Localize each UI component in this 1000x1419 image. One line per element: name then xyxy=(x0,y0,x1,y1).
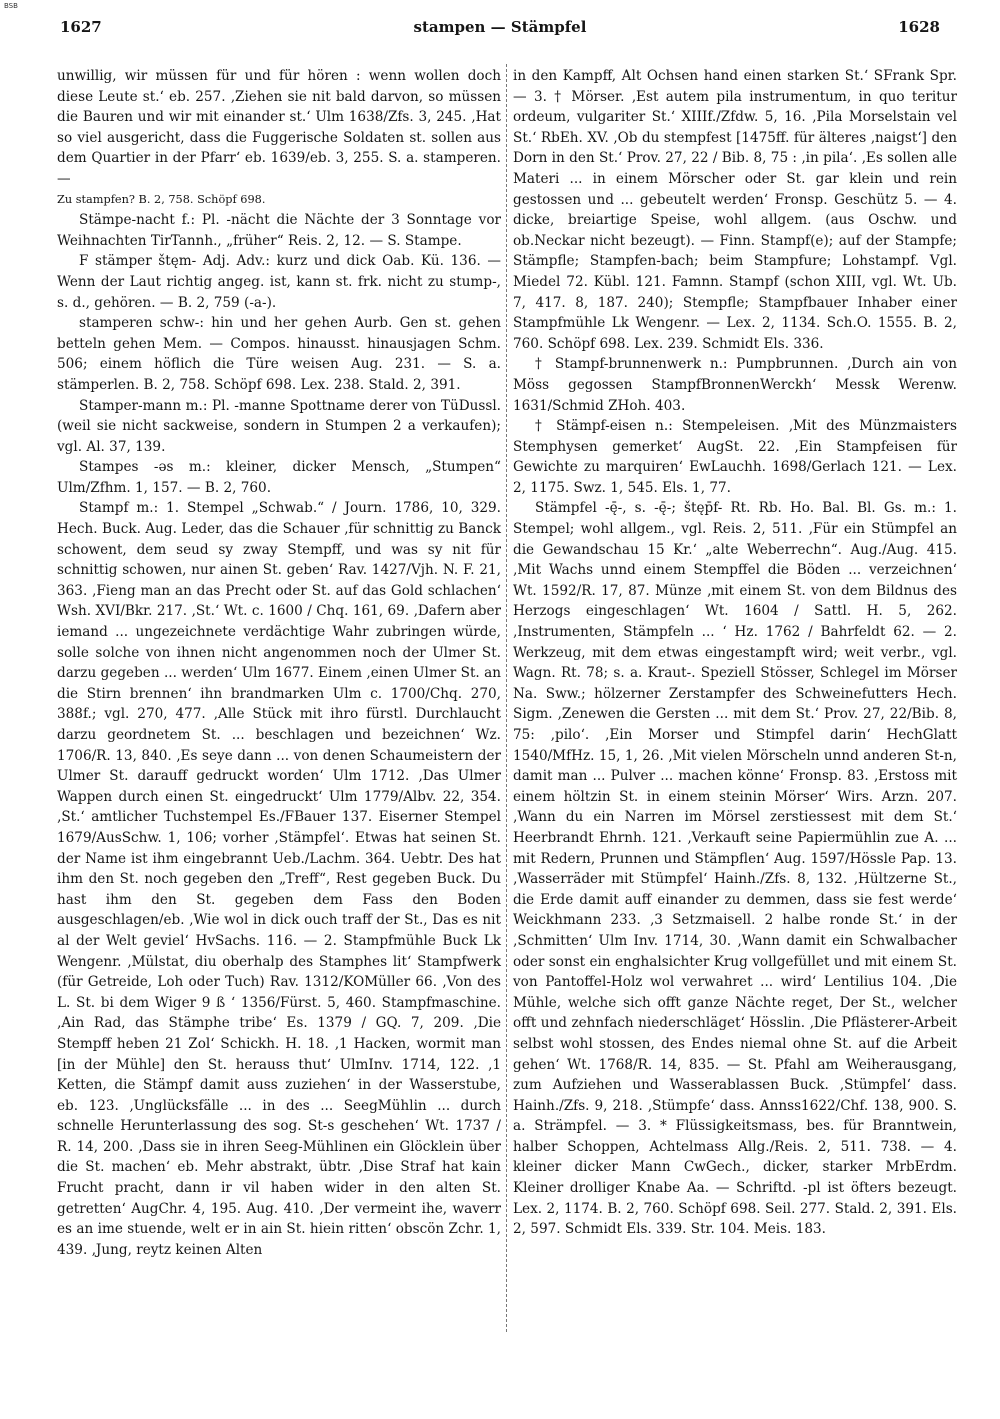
entry-staempfel: Stämpfel -ę̄-, s. -ę̄-; štęp̄f- Rt. Rb. Ho. Bal. Bl. Gs. m.: 1. Stempel; wohl allgem., vgl. Reis. 2, 511. ‚Für ein Stümpfel an die Gewandschau 15 Kr.‘ „alte Weberrechn“. Aug./Aug. 415. ‚Mit Wachs unnd einem Stempffel die Böden ... verzeichnen‘ Wt. 1592/R. 17, 87. Münze ‚mit einem St. von dem Bildnus des Herzogs eingeschlagen‘ Wt. 1604 / Sattl. H. 5, 262. ‚Instrumenten, Stämpfeln ... ‘ Hz. 1762 / Bahrfeldt 62. — 2. Werkzeug, mit dem etwas eingestampft wird; weit verbr., vgl. Wagn. Rt. 78; s. a. Kraut-. Speziell Stösser, Schlegel im Mörser Na. Sww.; hölzerner Zerstampfer des Schweinefutters Hech. Sigm. ‚Zenewen die Gersten ... mit dem St.‘ Prov. 27, 22/Bib. 8, 75: ‚pilo‘. ‚Ein Morser und Stimpfel darin‘ HechGlatt 1540/MfHz. 15, 1, 26. ‚Mit vielen Mörscheln unnd anderen St-n, damit man ... Pulver ... machen könne‘ Fronsp. 83. ‚Erstoss mit einem höltzin St. in einem steinin Mörser‘ Wirs. Arzn. 207. ‚Wann du ein Narren im Mörsel zerstiessest mit dem St.‘ Heerbrandt Ehrnh. 121. ‚Verkauft seine Papiermühlin zue A. ... mit Redern, Prunnen und Stämpflen‘ Aug. 1597/Hössle Pap. 13. ‚Wasserräder mit Stümpfel‘ Hainh./Zfs. 8, 132. ‚Hültzerne St., die Erde damit auff einander zu demmen, dass sie fest werde‘ Weickhmann 233. ‚3 Setzmaisell. 2 halbe ronde St.‘ in der ‚Schmitten‘ Ulm Inv. 1714, 30. ‚Wann damit ein Schwalbacher oder sonst ein enghalsichter Krug vollgefüllet und mit einem St. von Pantoffel-Holz wol verwahret ... wird‘ Lentilius 104. ‚Die Mühle, welche sich offt ganze Nächte reget, Der St., welcher offt und zehnfach niederschläget‘ Hösslin. ‚Die Pflästerer-Arbeit selbst wohl stossen, des Endes niemal ohne St. auf die Arbeit gehen‘ Wt. 1768/R. 14, 835. — St. Pfahl am Weiherausgang, zum Aufziehen und Wasserablassen Buck. ‚Stümpfel‘ dass. Hainh./Zfs. 9, 218. ‚Stümpfe‘ dass. Annss1622/Chf. 138, 900. S. a. Strämpfel. — 3. * Flüssigkeitsmass, bes. für Branntwein, halber Schoppen, Achtelmass Allg./Reis. 2, 511. 738. — 4. kleiner dicker Mann CwGech., dicker, starker MrbErdm. Kleiner drolliger Knabe Aa. — Schriftd. -pl ist öfters bezeugt. Lex. 2, 1174. B. 2, 760. Schöpf 698. Seil. 277. Stald. 2, 391. Els. 2, 597. Schmidt Els. 339. Str. 104. Meis. 183. xyxy=(513,500,957,1238)
entry-staempe-nacht: Stämpe-nacht f.: Pl. -nächt die Nächte der 3 Sonntage vor Weihnachten TirTannh., „früher“ Reis. 2, 12. — S. Stampe. xyxy=(57,212,501,249)
column-divider xyxy=(506,64,507,1332)
right-column xyxy=(513,66,957,1240)
entry-stamperen: stamperen schw-: hin und her gehen Aurb. Gen st. gehen betteln gehen Mem. — Compos. hinausst. hinausjagen Schm. 506; einem höflich die Türe weisen Aug. 231. — S. a. stämperlen. B. 2, 758. Schöpf 698. Lex. 238. Stald. 2, 391. xyxy=(57,315,501,393)
entry-staemper: F stämper štęm- Adj. Adv.: kurz und dick Oab. Kü. 136. — Wenn der Laut richtig angeg. ist, kann st. frk. nicht zu stump-, s. d., gehören. — B. 2, 759 (-a-). xyxy=(57,253,501,311)
left-column xyxy=(57,66,501,1260)
right-page-number: 1628 xyxy=(898,18,940,36)
entry-staempf-eisen: † Stämpf-eisen n.: Stempeleisen. ‚Mit des Münzmaisters Stemphysen gemerket‘ AugSt. 22. ‚Ein Stampfeisen für Gewichte zu marquiren‘ EwLauchh. 1698/Gerlach 121. — Lex. 2, 1175. Swz. 1, 545. Els. 1, 77. xyxy=(513,418,957,496)
library-watermark: BSB xyxy=(4,2,18,10)
entry-stampf: Stampf m.: 1. Stempel „Schwab.“ / Journ. 1786, 10, 329. Hech. Buck. Aug. Leder, das die Schauer ‚für schnittig zu Banck schowent, dem seud sy zway Stempff, und was sy nit für schnittig schowen, nur ainen St. geben‘ Rav. 1427/Vjh. N. F. 21, 363. ‚Fieng man an das Precht oder St. auf das Gold schlachen‘ Wsh. XVI/Bkr. 217. ‚St.‘ Wt. c. 1600 / Chq. 161, 69. ‚Dafern aber iemand ... ungezeichnete verdächtige Wahr zubringen würde, solle solche von ihnen nicht angenommen noch der Ulmer St. darzu gegeben ... werden‘ Ulm 1677. Einem ‚einen Ulmer St. an die Stirn brennen‘ ihn brandmarken Ulm c. 1700/Chq. 270, 388f.; vgl. 270, 477. ‚Alle Stück mit ihro fürstl. Durchlaucht darzu geordnetem St. ... beschlagen und bezeichnen‘ Wz. 1706/R. 13, 840. ‚Es seye dann ... von denen Schaumeistern der Ulmer St. darauff gedruckt worden‘ Ulm 1712. ‚Das Ulmer Wappen durch einen St. eingedruckt‘ Ulm 1779/Albv. 22, 354. ‚St.‘ amtlicher Tuchstempel Es./FBauer 137. Eiserner Stempel 1679/AusSchw. 1, 106; vorher ‚Stämpfel‘. Etwas hat seinen St. der Name ist ihm eingebrannt Ueb./Lachm. 364. Uebtr. Des hat ihm den St. noch gegeben den „Treff“, Rest gegeben Buck. Du hast ihm den St. gegeben dem Fass den Boden ausgeschlagen/eb. ‚Wie wol in dick ouch traff der St., Das es nit al der Welt geviel‘ HvSachs. 116. — 2. Stampfmühle Buck Lk Wengenr. ‚Mülstat, diu oberhalp des Stamphes lit‘ Stampfwerk (für Getreide, Loh oder Tuch) Rav. 1312/KOMüller 66. ‚Von des L. St. bi dem Wiger 9 ß ‘ 1356/Fürst. 5, 460. Stampfmaschine. ‚Ain Rad, das Stämphe tribe‘ Es. 1379 / GQ. 7, 209. ‚Die Stempff heben 21 Zol‘ Schickh. H. 18. ‚1 Hacken, wormit man [in der Mühle] den St. herauss thut‘ UlmInv. 1714, 122. ‚1 Ketten, die Stämpf damit auss zuziehen‘ in der Wasserstube, eb. 123. ‚Unglücksfälle ... in des ... SeegMühlin ... durch schnelle Herunterlassung des sog. St-s geschehen‘ Wt. 1737 / R. 14, 200. ‚Dass sie in ihren Seeg-Mühlinen ein Glöcklein über die St. machen‘ eb. Mehr abstrakt, übtr. ‚Dise Straf hat kain Frucht pracht, dann ir vil haben wider in den alten St. getretten‘ AugChr. 4, 195. Aug. 410. ‚Der vermeint ihe, waverr es an ime stuende, welt er in ain St. hiein ritten‘ obscön Zchr. 1, 439. ‚Jung, reytz keinen Alten xyxy=(57,500,501,1258)
running-head: stampen — Stämpfel xyxy=(413,18,587,36)
entry-paragraph: unwillig, wir müssen für und für hören : wenn wollen doch diese Leute st.‘ eb. 257. ‚Ziehen sie nit bald darvon, so müssen die Bauren und wir mit einander st.‘ Ulm 1638/Zfs. 3, 245. ‚Hat so viel ausgericht, dass die Fuggerische Soldaten st. sollen aus dem Quartier in der Pfarr‘ eb. 1639/eb. 3, 255. S. a. stamperen. — xyxy=(57,68,501,187)
entry-paragraph: in den Kampff, Alt Ochsen hand einen starken St.‘ SFrank Spr. — 3. † Mörser. ‚Est autem pila instrumentum, in quo teritur ordeum, vulgariter St.‘ XIIIf./Zfdw. 5, 16. ‚Pila Morselstain vel St.‘ RbEh. XV. ‚Ob du stempfest [1475ff. für älteres ‚naigst‘] den Dorn in den St.‘ Prov. 27, 22 / Bib. 8, 75 : ‚in pila‘. ‚Es sollen alle Materi ... in einem Mörscher oder St. gar klein und rein gestossen und ... gebeutelt werden‘ Fronsp. Geschütz 5. — 4. dicke, breiartige Speise, wohl allgem. (aus Oschw. und ob.Neckar nicht bezeugt). — Finn. Stampf(e); auf der Stampfe; Stämpfle; Stampfen-bach; beim Stampfure; Lohstampf. Vgl. Miedel 72. Kübl. 121. Famnn. Stampf (schon XIII, vgl. Wt. Ub. 7, 417. 8, 187. 240); Stempfle; Stampfbauer Inhaber einer Stampfmühle Lk Wengenr. — Lex. 2, 1134. Sch.O. 1555. B. 2, 760. Schöpf 698. Lex. 239. Schmidt Els. 336. xyxy=(513,68,957,352)
entry-stamper-mann: Stamper-mann m.: Pl. -manne Spottname derer von TüDussl. (weil sie nicht sackweise, sondern in Stumpen 2 a verkaufen); vgl. Al. 37, 139. xyxy=(57,397,501,455)
entry-stampes: Stampes -əs m.: kleiner, dicker Mensch, „Stumpen“ Ulm/Zfhm. 1, 157. — B. 2, 760. xyxy=(57,459,501,496)
entry-stampf-brunnenwerk: † Stampf-brunnenwerk n.: Pumpbrunnen. ‚Durch ain von Möss gegossen StampfBronnenWerckh‘ Messk Werenw. 1631/Schmid ZHoh. 403. xyxy=(513,356,957,414)
entry-reference: Zu stampfen? B. 2, 758. Schöpf 698. xyxy=(57,192,266,206)
left-page-number: 1627 xyxy=(60,18,102,36)
